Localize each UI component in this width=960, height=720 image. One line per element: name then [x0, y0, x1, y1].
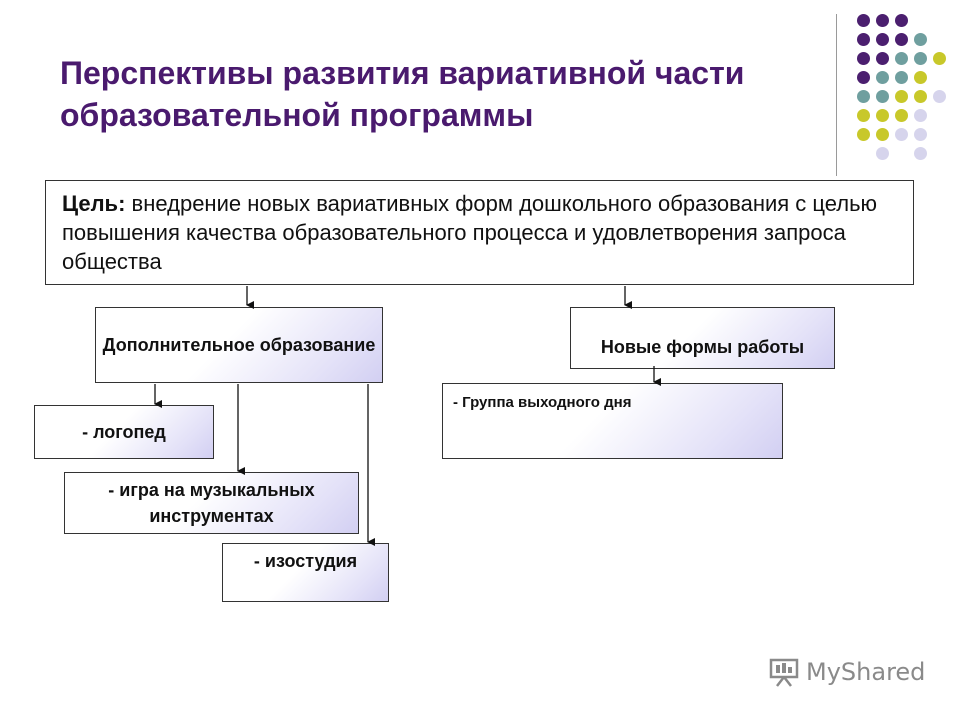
dot [933, 90, 946, 103]
dot [895, 33, 908, 46]
goal-label: Цель: [62, 191, 126, 216]
dot [876, 71, 889, 84]
weekend-group-box [442, 383, 783, 459]
myshared-watermark [768, 655, 925, 689]
title-divider-line [836, 14, 837, 176]
new-forms-label: Новые формы работы [600, 337, 805, 357]
dot [914, 128, 927, 141]
dot [876, 33, 889, 46]
dot [914, 33, 927, 46]
decorative-dot-grid [850, 14, 946, 154]
dot [914, 71, 927, 84]
dot [914, 109, 927, 122]
dot [914, 90, 927, 103]
dot [857, 128, 870, 141]
art-studio-box [222, 543, 389, 602]
dot [876, 90, 889, 103]
dot [876, 128, 889, 141]
dot [933, 52, 946, 65]
dot [857, 90, 870, 103]
dot [857, 52, 870, 65]
weekend-group-label: - Группа выходного дня [453, 394, 632, 411]
speech-therapist-label: - логопед [82, 422, 166, 442]
dot [857, 109, 870, 122]
dot [876, 147, 889, 160]
dot [895, 90, 908, 103]
dot [914, 52, 927, 65]
art-studio-label: - изостудия [253, 551, 358, 571]
slide-title: Перспективы развития вариативной части образовательной программы [60, 55, 745, 133]
dot [914, 147, 927, 160]
speech-therapist-box [34, 405, 214, 459]
dot [895, 128, 908, 141]
new-forms-box [570, 307, 835, 369]
dot [857, 14, 870, 27]
dot [895, 14, 908, 27]
dot [895, 109, 908, 122]
dot [857, 33, 870, 46]
brand-name: MyShared [806, 658, 926, 686]
music-instruments-box [64, 472, 359, 534]
goal-box [45, 180, 914, 285]
dot [895, 52, 908, 65]
presentation-board-icon [768, 657, 800, 687]
dot [876, 14, 889, 27]
dot [857, 71, 870, 84]
additional-education-box [95, 307, 383, 383]
dot [876, 109, 889, 122]
dot [876, 52, 889, 65]
additional-education-label: Дополнительное образование [102, 335, 376, 355]
goal-text: внедрение новых вариативных форм дошкольного образования с целью повышения качества образовательного процесса и удовлетворения запроса общества [62, 191, 878, 274]
music-instruments-label: - игра на музыкальных инструментах [108, 480, 315, 526]
dot [895, 71, 908, 84]
